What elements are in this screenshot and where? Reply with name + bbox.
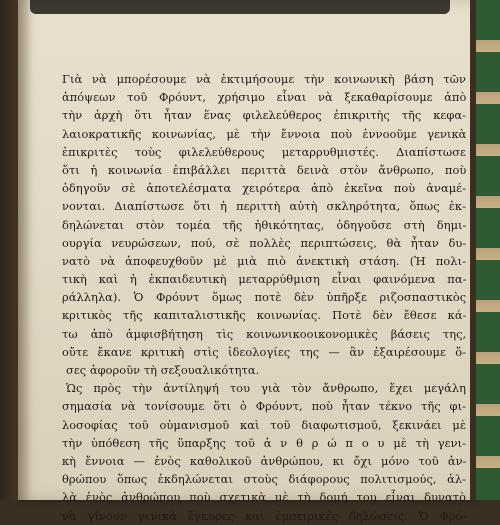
text-line: δηλώνεται στὸν τομέα τῆς ἠθικότητας, ὁδηγοῦσε στὴ δημι- — [62, 217, 467, 232]
text-line: λοσοφίας τοῦ οὑμανισμοῦ καὶ τοῦ διαφωτισμοῦ, ξεκινάει μὲ — [62, 417, 466, 432]
text-line: κὴ ἔννοια — ἑνὸς καθολικοῦ ἀνθρώπου, κι ὄχι μόνο τοῦ ἀν- — [62, 453, 467, 468]
text-line: τὴν ἀρχὴ ὅτι ἦταν ἕνας φιλελεύθερος ἐπικριτὴς τῆς κεφα- — [62, 108, 466, 123]
text-line: ὅτι ἡ κοινωνία ἐπιβάλλει περιττὰ δεινὰ στὸν ἄνθρωπο, ποὺ — [62, 162, 467, 177]
page-gutter-shadow — [18, 0, 32, 500]
text-line: ουργία νευρώσεων, πού, σὲ πολλὲς περιπτώσεις, θὰ ἦταν δυ- — [62, 235, 467, 250]
text-line: θρώπου ὅπως ἐκδηλώνεται στοὺς διάφορους πολιτισμούς, ἀλ- — [62, 472, 466, 487]
text-line: νονται. Διαπίστωσε ὅτι ἡ περιττὴ αὐτὴ σκληρότητα, ὅπως ἐκ- — [62, 199, 466, 214]
text-line: Ὡς πρὸς τὴν ἀντίληψή του γιὰ τὸν ἄνθρωπο, ἔχει μεγάλη — [66, 381, 466, 396]
text-line: λαιοκρατικῆς κοινωνίας, μὲ τὴν ἔννοια ποὺ ἐννοοῦμε γενικὰ — [62, 126, 467, 141]
text-line: οὔτε ἔκανε κριτικὴ στὶς ἰδεολογίες της — ἂν ἐξαιρέσουμε ὅ- — [62, 344, 467, 359]
text-line: νὰ γίνουν γενικὰ ἔγκυρες καὶ ἐμπειρικὲς δηλώσεις. Ὁ Φρό- — [62, 508, 467, 523]
text-line: νατὸ νὰ ἀποφευχθοῦν μὲ μιὰ πιὸ ἀνεκτικὴ στάση. (Ἡ πολι- — [62, 253, 466, 268]
text-line: σες ἀφοροῦν τὴ σεξουαλικότητα. — [66, 363, 260, 377]
text-line: ἀπόψεων τοῦ Φρόυντ, χρήσιμο εἶναι νὰ ξεκαθαρίσουμε ἀπὸ — [62, 90, 467, 105]
text-line: ὁδηγοῦν σὲ ἀποτελέσματα χειρότερα ἀπὸ ἐκεῖνα ποὺ ἀναμέ- — [62, 181, 466, 196]
text-line: ἐπικριτὲς τοὺς φιλελεύθερους μεταρρυθμιστές. Διαπίστωσε — [62, 144, 466, 159]
text-line: ράλληλα). Ὁ Φρόυντ ὅμως ποτὲ δὲν ὑπῆρξε ριζοσπαστικὸς — [62, 290, 467, 305]
paragraph-1 — [62, 70, 466, 379]
text-line: σημασία νὰ τονίσουμε ὅτι ὁ Φρόυντ, ποὺ ἦταν τέκνο τῆς φι- — [62, 399, 466, 414]
body-text — [62, 70, 466, 525]
text-line: λὰ ἑνὸς ἀνθρώπου ποὺ σχετικὰ μὲ τὴ δομή του εἶναι δυνατὸ — [62, 490, 467, 505]
text-line: τω ἀπὸ ἀμφισβήτηση τὶς κοινωνικοοικονομικὲς βάσεις της, — [62, 326, 467, 341]
previous-page-edge — [30, 0, 450, 14]
paragraph-2 — [62, 379, 466, 525]
text-line: κριτικὸς τῆς καπιταλιστικῆς κοινωνίας. Ποτὲ δὲν ἔθεσε κά- — [62, 308, 467, 323]
text-line: τὴν ὑπόθεση τῆς ὕπαρξης τοῦ ἀ ν θ ρ ώ π ο υ μὲ τὴ γενι- — [62, 435, 466, 450]
text-line: τικὴ καὶ ἡ ἐκπαιδευτικὴ μεταρρύθμιση εἶναι φαινόμενα πα- — [62, 272, 467, 287]
background-fabric — [476, 0, 500, 500]
text-line: Γιὰ νὰ μπορέσουμε νὰ ἐκτιμήσουμε τὴν κοινωνικὴ βάση τῶν — [62, 72, 466, 86]
